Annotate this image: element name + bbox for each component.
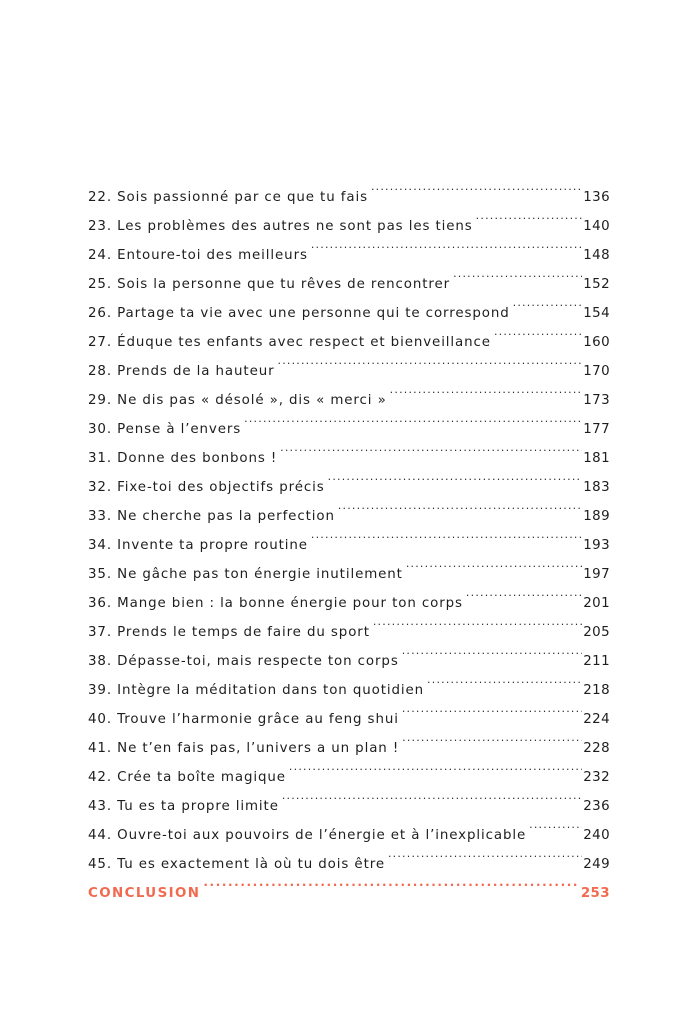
- toc-entry-title: 45. Tu es exactement là où tu dois être: [88, 857, 385, 872]
- toc-entry-page: 232: [583, 770, 610, 785]
- toc-entry-page: 170: [583, 364, 610, 379]
- dot-leader: [402, 694, 582, 723]
- toc-entry-title: 42. Crée ta boîte magique: [88, 770, 286, 785]
- toc-entry-page: 201: [583, 596, 610, 611]
- toc-entry-page: 173: [583, 393, 610, 408]
- toc-entry-page: 148: [583, 248, 610, 263]
- dot-leader: [244, 404, 582, 433]
- dot-leader: [476, 201, 583, 230]
- dot-leader: [402, 636, 583, 665]
- dot-leader: [388, 839, 582, 868]
- toc-entry-title: 23. Les problèmes des autres ne sont pas les tiens: [88, 219, 473, 234]
- toc-entry-title: 31. Donne des bonbons !: [88, 451, 278, 466]
- dot-leader: [513, 288, 583, 317]
- dot-leader: [494, 317, 582, 346]
- toc-entry-page: 218: [583, 683, 610, 698]
- toc-entry-title: 32. Fixe-toi des objectifs précis: [88, 480, 325, 495]
- toc-entry-page: 136: [583, 190, 610, 205]
- toc-entry-page: 211: [583, 654, 610, 669]
- toc-entry-page: 152: [583, 277, 610, 292]
- dot-leader: [529, 810, 582, 839]
- toc-entry-title: 43. Tu es ta propre limite: [88, 799, 279, 814]
- toc-entry-title: 38. Dépasse-toi, mais respecte ton corps: [88, 654, 399, 669]
- dot-leader: [278, 346, 583, 375]
- toc-entry-page: 140: [583, 219, 610, 234]
- toc-entry-title: CONCLUSION: [88, 886, 201, 901]
- toc-entry-title: 33. Ne cherche pas la perfection: [88, 509, 335, 524]
- toc-entry-page: 240: [583, 828, 610, 843]
- toc-entry-title: 40. Trouve l’harmonie grâce au feng shui: [88, 712, 399, 727]
- dot-leader: [311, 230, 582, 259]
- toc-entry-title: 28. Prends de la hauteur: [88, 364, 275, 379]
- dot-leader: [289, 752, 582, 781]
- dot-leader: [311, 520, 582, 549]
- dot-leader: [427, 665, 582, 694]
- toc-entry-title: 44. Ouvre-toi aux pouvoirs de l’énergie et à l’inexplicable: [88, 828, 527, 843]
- dot-leader: [466, 578, 582, 607]
- dot-leader: [280, 433, 582, 462]
- toc-entry-title: 26. Partage ta vie avec une personne qui te correspond: [88, 306, 510, 321]
- toc-entry-page: 189: [583, 509, 610, 524]
- toc-entry-page: 183: [583, 480, 610, 495]
- toc-entry-page: 193: [583, 538, 610, 553]
- toc-entry-title: 36. Mange bien : la bonne énergie pour ton corps: [88, 596, 463, 611]
- toc-entry-title: 27. Éduque tes enfants avec respect et bienveillance: [88, 335, 491, 350]
- toc-entry-page: 181: [583, 451, 610, 466]
- dot-leader: [406, 549, 582, 578]
- dot-leader: [390, 375, 583, 404]
- dot-leader: [328, 462, 583, 491]
- toc-entry-page: 154: [583, 306, 610, 321]
- toc-entry-page: 249: [583, 857, 610, 872]
- toc-entry-page: 228: [583, 741, 610, 756]
- toc-entry-page: 224: [583, 712, 610, 727]
- toc-entry-title: 24. Entoure-toi des meilleurs: [88, 248, 308, 263]
- dot-leader: [282, 781, 582, 810]
- toc-entry-title: 35. Ne gâche pas ton énergie inutilement: [88, 567, 403, 582]
- toc-entry-title: 41. Ne t’en fais pas, l’univers a un plan !: [88, 741, 400, 756]
- toc-entry-22[interactable]: [88, 172, 610, 205]
- toc-entry-page: 197: [583, 567, 610, 582]
- toc-entry-page: 177: [583, 422, 610, 437]
- toc-entry-page: 205: [583, 625, 610, 640]
- dot-leader: [402, 723, 582, 752]
- toc-entry-page: 236: [583, 799, 610, 814]
- dot-leader: [371, 172, 582, 201]
- toc-entry-title: 34. Invente ta propre routine: [88, 538, 308, 553]
- toc-entry-title: 37. Prends le temps de faire du sport: [88, 625, 370, 640]
- toc-entry-title: 39. Intègre la méditation dans ton quotidien: [88, 683, 425, 698]
- toc-entry-page: 160: [583, 335, 610, 350]
- dot-leader: [373, 607, 582, 636]
- toc-entry-title: 30. Pense à l’envers: [88, 422, 242, 437]
- dot-leader: [338, 491, 582, 520]
- dot-leader: [203, 868, 579, 897]
- toc-entry-title: 22. Sois passionné par ce que tu fais: [88, 190, 368, 205]
- table-of-contents: [88, 172, 610, 901]
- toc-entry-title: 29. Ne dis pas « désolé », dis « merci »: [88, 393, 387, 408]
- toc-entry-title: 25. Sois la personne que tu rêves de rencontrer: [88, 277, 451, 292]
- dot-leader: [453, 259, 582, 288]
- toc-entry-page: 253: [580, 886, 610, 901]
